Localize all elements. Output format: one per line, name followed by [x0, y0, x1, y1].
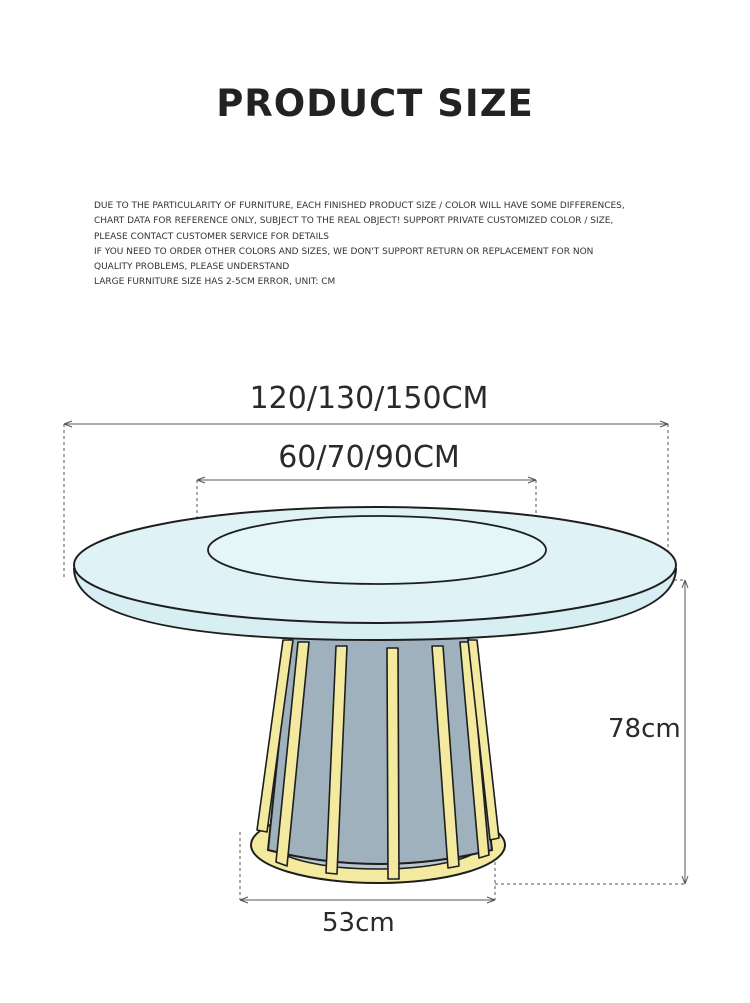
height-label: 78cm — [608, 714, 681, 744]
note-line: CHART DATA FOR REFERENCE ONLY, SUBJECT TO THE REAL OBJECT! SUPPORT PRIVATE CUSTOMIZED COLOR / SIZE, — [94, 216, 614, 227]
base-diameter-label: 53cm — [322, 908, 395, 938]
lazy-susan — [208, 516, 546, 584]
note-line: IF YOU NEED TO ORDER OTHER COLORS AND SIZES, WE DON'T SUPPORT RETURN OR REPLACEMENT FOR NON — [94, 246, 594, 257]
note-line: DUE TO THE PARTICULARITY OF FURNITURE, EACH FINISHED PRODUCT SIZE / COLOR WILL HAVE SOME DIFFERENCES, — [94, 201, 625, 211]
note-line: LARGE FURNITURE SIZE HAS 2-5CM ERROR, UNIT: CM — [94, 277, 336, 288]
tabletop-diameter-label: 120/130/150CM — [249, 381, 489, 416]
gold-bar — [387, 648, 399, 879]
tabletop — [74, 507, 676, 640]
note-line: PLEASE CONTACT CUSTOMER SERVICE FOR DETAILS — [94, 231, 329, 242]
page-title: PRODUCT SIZE — [216, 82, 534, 125]
note-line: QUALITY PROBLEMS, PLEASE UNDERSTAND — [94, 262, 290, 273]
lazy-susan-diameter-label: 60/70/90CM — [278, 440, 460, 475]
